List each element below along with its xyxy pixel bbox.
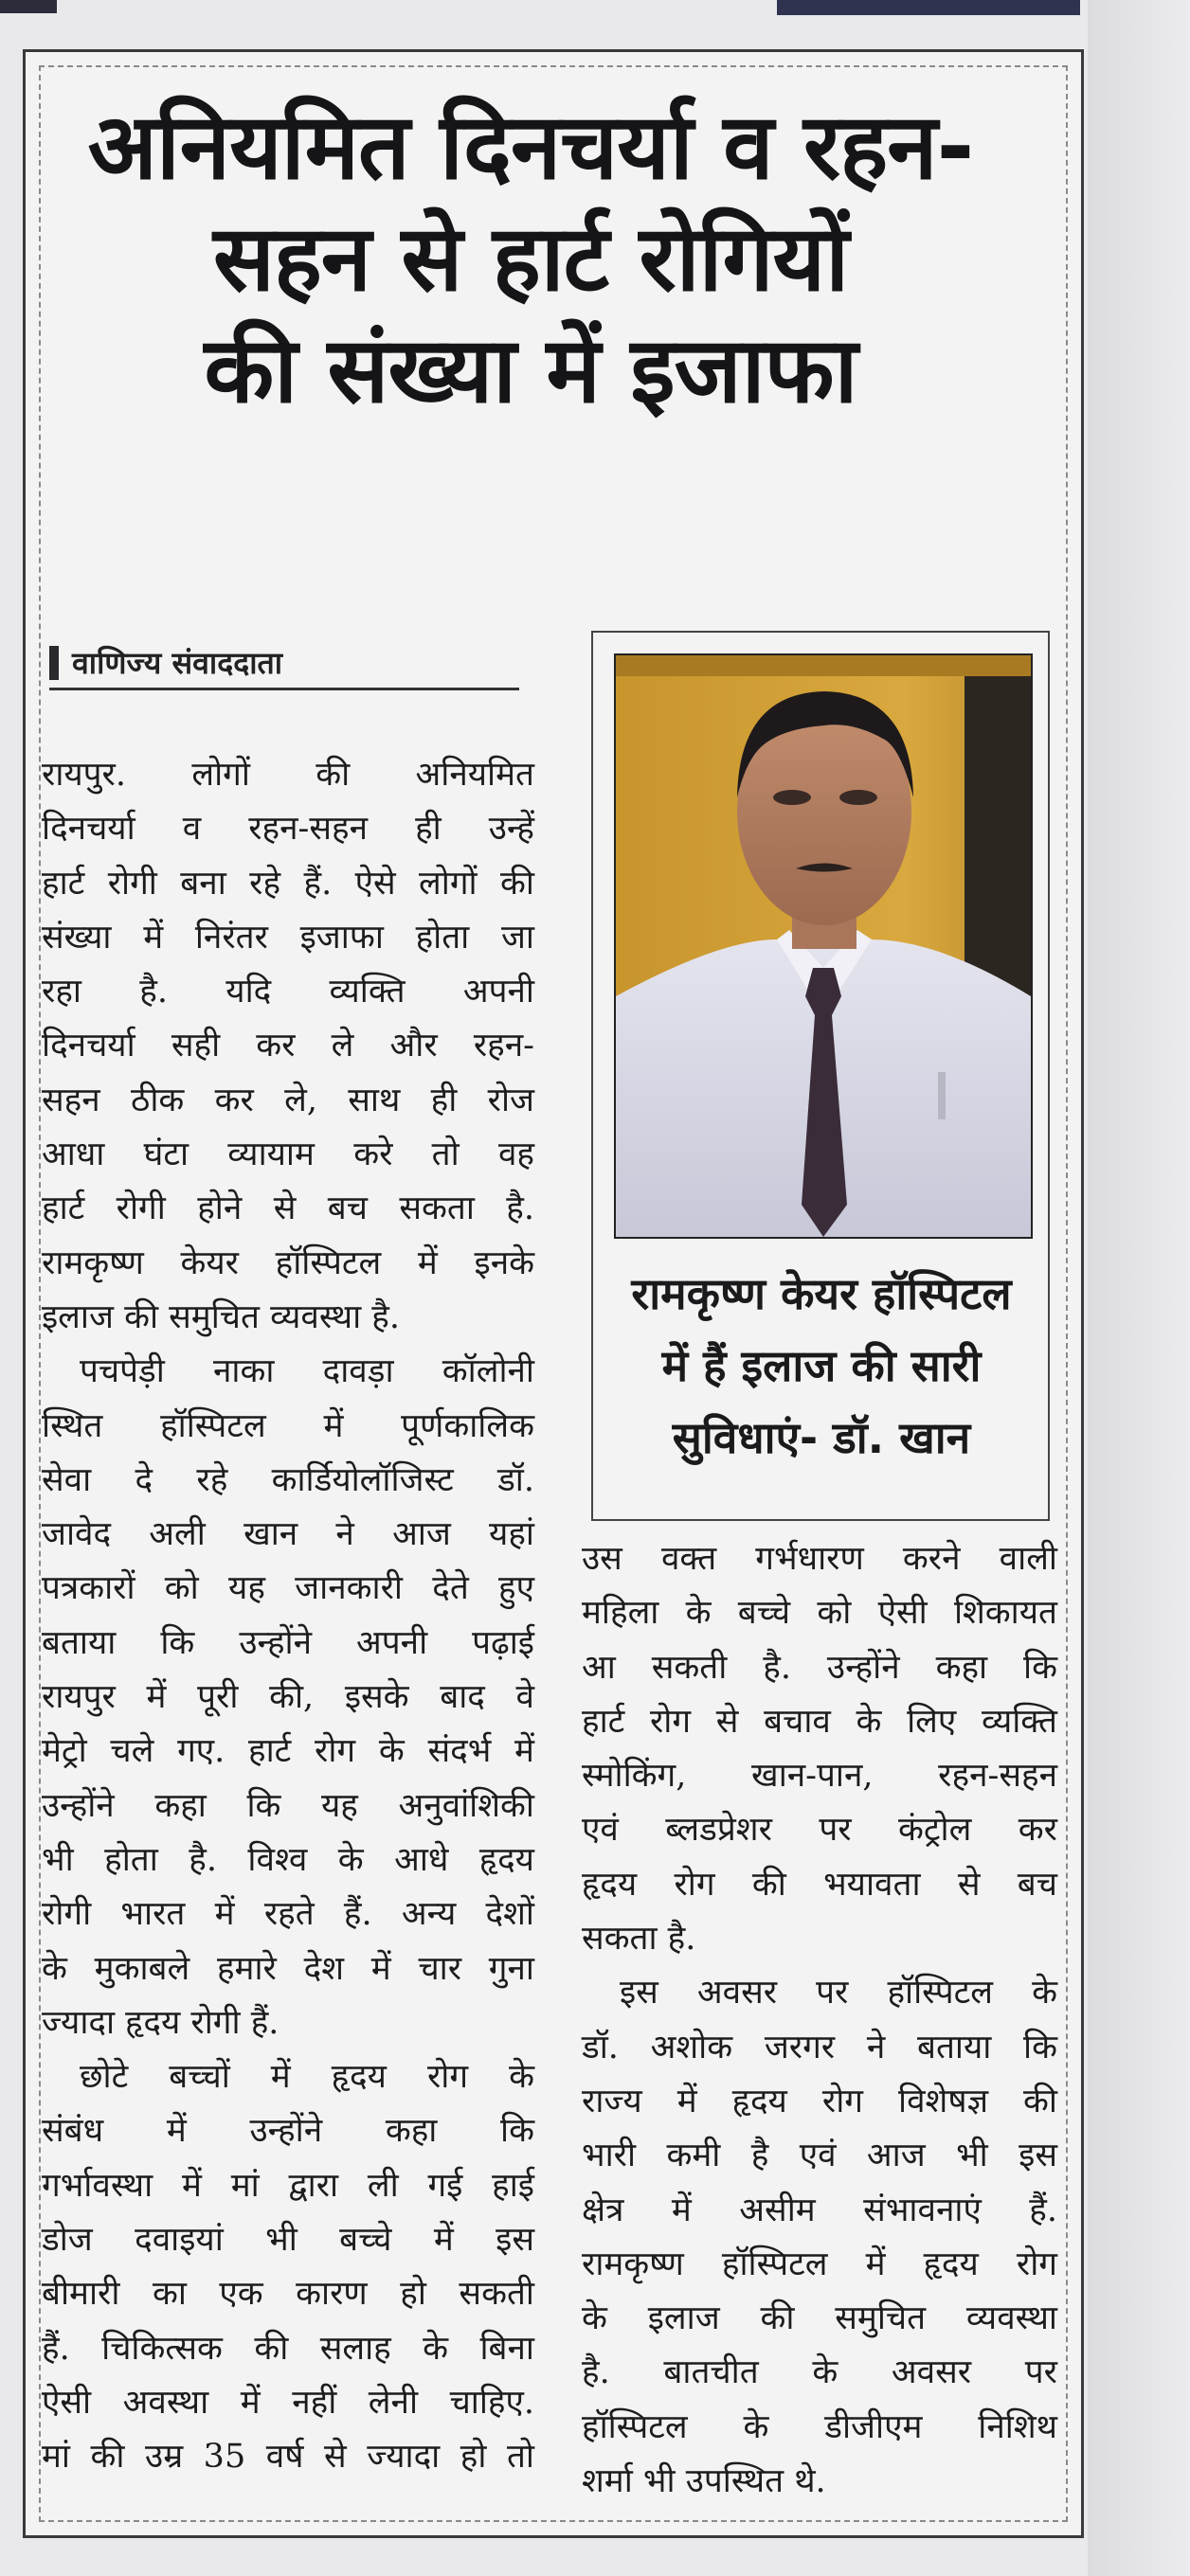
text-line: संख्या में निरंतर इजाफा होता जा	[42, 918, 534, 957]
text-line: सकता है.	[582, 1920, 696, 1959]
text-line: स्थित हॉस्पिटल में पूर्णकालिक	[42, 1406, 534, 1445]
text-line: मां की उम्र 35 वर्ष से ज्यादा हो तो	[42, 2438, 534, 2477]
text-line: शर्मा भी उपस्थित थे.	[582, 2462, 826, 2501]
text-line: पचपेड़ी नाका दावड़ा कॉलोनी	[80, 1352, 534, 1391]
text-line: के मुकाबले हमारे देश में चार गुना	[42, 1949, 534, 1988]
headline	[38, 91, 1023, 426]
text-line: मेट्रो चले गए. हार्ट रोग के संदर्भ में	[42, 1732, 534, 1771]
text-line: उन्होंने कहा कि यह अनुवांशिकी	[42, 1786, 534, 1825]
text-line: स्मोकिंग, खान-पान, रहन-सहन	[582, 1757, 1057, 1796]
text-line: आधा घंटा व्यायाम करे तो वह	[42, 1136, 534, 1174]
text-line: पत्रकारों को यह जानकारी देते हुए	[42, 1569, 534, 1608]
text-line: राज्य में हृदय रोग विशेषज्ञ की	[582, 2082, 1057, 2120]
text-line: संबंध में उन्होंने कहा कि	[42, 2112, 534, 2151]
text-line: बताया कि उन्होंने अपनी पढ़ाई	[42, 1623, 534, 1662]
headline-line-3: की संख्या में इजाफा	[204, 317, 857, 423]
text-line: रोगी भारत में रहते हैं. अन्य देशों	[42, 1895, 534, 1934]
text-line: ज्यादा हृदय रोगी हैं.	[42, 2003, 279, 2042]
portrait-illustration	[616, 655, 1031, 1237]
portrait-photo	[614, 653, 1033, 1239]
text-line: छोटे बच्चों में हृदय रोग के	[80, 2058, 534, 2097]
text-line: हृदय रोग की भयावता से बच	[582, 1865, 1057, 1904]
caption-line-1: रामकृष्ण केयर हॉस्पिटल	[631, 1268, 1012, 1319]
headline-line-1: अनियमित दिनचर्या व रहन-	[87, 94, 974, 200]
caption-line-3: सुविधाएं- डॉ. खान	[672, 1412, 971, 1463]
text-line: डोज दवाइयां भी बच्चे में इस	[42, 2221, 534, 2260]
text-line: दिनचर्या व रहन-सहन ही उन्हें	[42, 810, 534, 849]
text-line: रामकृष्ण केयर हॉस्पिटल में इनके	[42, 1243, 534, 1282]
text-line: रायपुर. लोगों की अनियमित	[42, 756, 534, 794]
headline-line-2: सहन से हार्ट रोगियों	[212, 206, 849, 312]
caption-line-2: में हैं इलाज की सारी	[661, 1340, 982, 1391]
text-line: उस वक्त गर्भधारण करने वाली	[582, 1540, 1057, 1578]
text-line: महिला के बच्चे को ऐसी शिकायत	[582, 1594, 1057, 1633]
text-line: जावेद अली खान ने आज यहां	[42, 1515, 534, 1554]
byline	[49, 631, 519, 690]
text-line: के इलाज की समुचित व्यवस्था	[582, 2299, 1057, 2338]
text-line: हार्ट रोगी बना रहे हैं. ऐसे लोगों की	[42, 864, 534, 903]
text-line: रहा है. यदि व्यक्ति अपनी	[42, 973, 534, 1011]
article-column-right	[582, 1532, 1057, 2509]
text-line: गर्भावस्था में मां द्वारा ली गई हाई	[42, 2166, 534, 2205]
page-margin	[1088, 0, 1190, 2576]
text-line: बीमारी का एक कारण हो सकती	[42, 2275, 534, 2314]
text-line: है. बातचीत के अवसर पर	[582, 2353, 1057, 2392]
page-edge-mark-left	[0, 0, 57, 13]
text-line: ऐसी अवस्था में नहीं लेनी चाहिए.	[42, 2383, 534, 2422]
photo-caption	[603, 1258, 1040, 1474]
text-line: सहन ठीक कर ले, साथ ही रोज	[42, 1081, 534, 1119]
article-column-left	[42, 748, 534, 2485]
text-line: इलाज की समुचित व्यवस्था है.	[42, 1297, 401, 1336]
text-line: हॉस्पिटल के डीजीएम निशिथ	[582, 2407, 1057, 2446]
text-line: भारी कमी है एवं आज भी इस	[582, 2137, 1057, 2175]
photo-box	[591, 631, 1050, 1521]
text-line: आ सकती है. उन्होंने कहा कि	[582, 1648, 1057, 1687]
text-line: भी होता है. विश्व के आधे हृदय	[42, 1840, 534, 1879]
byline-text: वाणिज्य संवाददाता	[72, 645, 283, 681]
text-line: डॉ. अशोक जरगर ने बताया कि	[582, 2028, 1057, 2066]
text-line: इस अवसर पर हॉस्पिटल के	[620, 1974, 1057, 2012]
page-edge-mark-right	[777, 0, 1080, 15]
text-line: दिनचर्या सही कर ले और रहन-	[42, 1027, 534, 1065]
text-line: क्षेत्र में असीम संभावनाएं हैं.	[582, 2191, 1057, 2229]
text-line: हैं. चिकित्सक की सलाह के बिना	[42, 2329, 534, 2368]
text-line: हार्ट रोग से बचाव के लिए व्यक्ति	[582, 1702, 1057, 1741]
text-line: रायपुर में पूरी की, इसके बाद वे	[42, 1678, 534, 1717]
text-line: रामकृष्ण हॉस्पिटल में हृदय रोग	[582, 2245, 1057, 2283]
byline-bar-icon	[49, 646, 59, 680]
text-line: सेवा दे रहे कार्डियोलॉजिस्ट डॉ.	[42, 1460, 534, 1499]
text-line: हार्ट रोगी होने से बच सकता है.	[42, 1190, 534, 1228]
text-line: एवं ब्लडप्रेशर पर कंट्रोल कर	[582, 1811, 1057, 1850]
